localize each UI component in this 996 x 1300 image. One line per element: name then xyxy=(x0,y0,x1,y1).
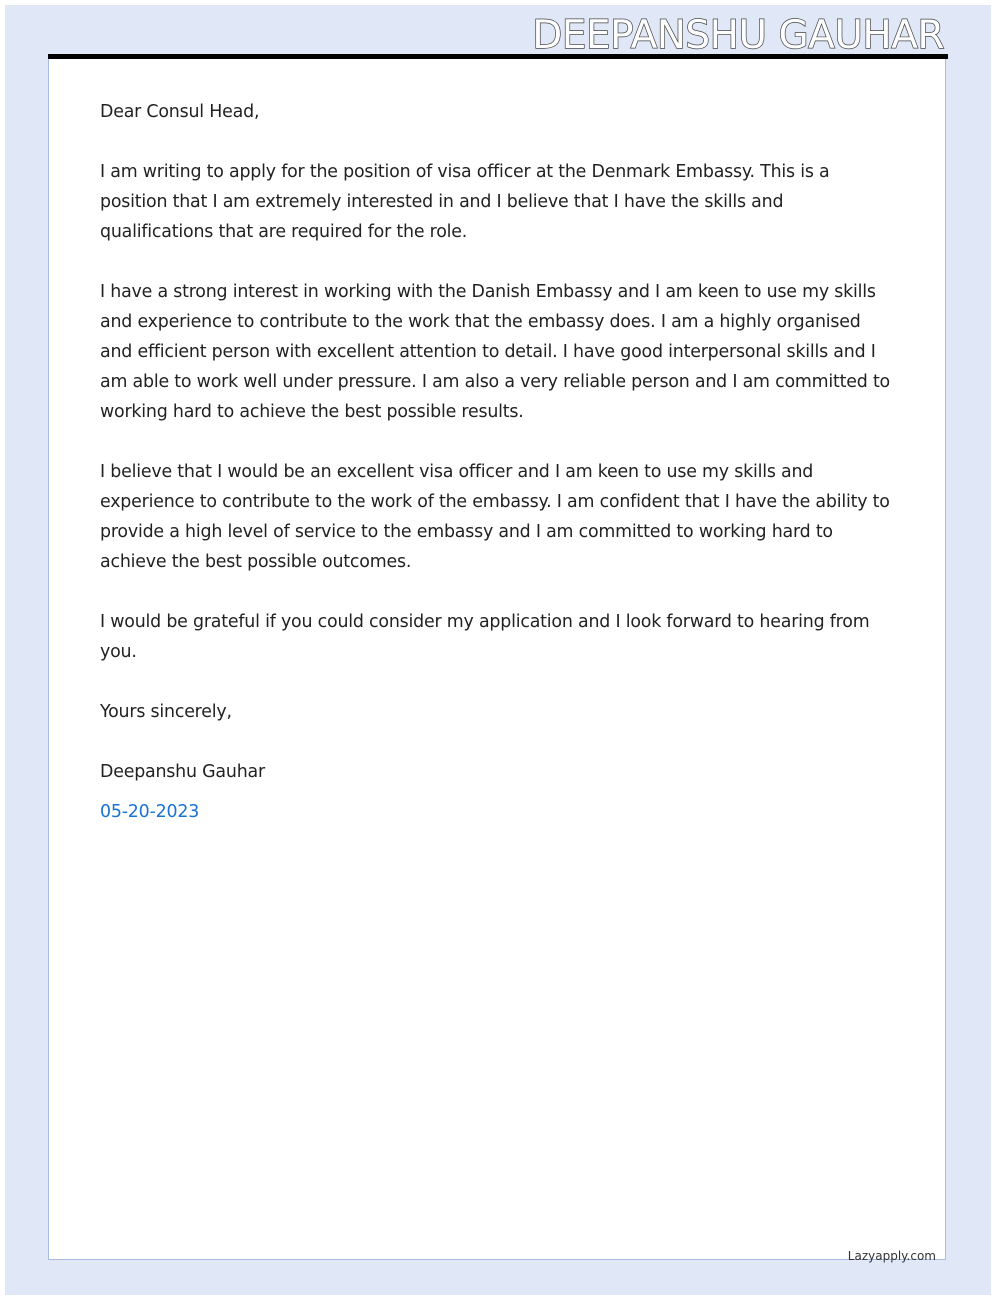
applicant-name-heading: DEEPANSHU GAUHAR xyxy=(532,13,944,58)
closing: Yours sincerely, xyxy=(100,702,232,722)
letter-date: 05-20-2023 xyxy=(100,802,200,822)
signature: Deepanshu Gauhar xyxy=(100,762,265,782)
salutation: Dear Consul Head, xyxy=(100,102,260,122)
paragraph-4: I would be grateful if you could consider my application and I look forward to hearing from you. xyxy=(100,612,870,662)
paragraph-3: I believe that I would be an excellent visa officer and I am keen to use my skills and experience to contribute to the work of the embassy. I am confident that I have the ability to provide a high level of service to the embassy and I am committed to working hard to achieve the best possible outcomes. xyxy=(100,462,890,572)
letter-body xyxy=(100,97,890,827)
paragraph-2: I have a strong interest in working with the Danish Embassy and I am keen to use my skills and experience to contribute to the work that the embassy does. I am a highly organised and efficient person with excellent attention to detail. I have good interpersonal skills and I am able to work well under pressure. I am also a very reliable person and I am committed to working hard to achieve the best possible results. xyxy=(100,282,890,422)
footer-brand: Lazyapply.com xyxy=(847,1249,936,1263)
paragraph-1: I am writing to apply for the position of visa officer at the Denmark Embassy. This is a position that I am extremely interested in and I believe that I have the skills and qualifications that are required for the role. xyxy=(100,162,830,242)
